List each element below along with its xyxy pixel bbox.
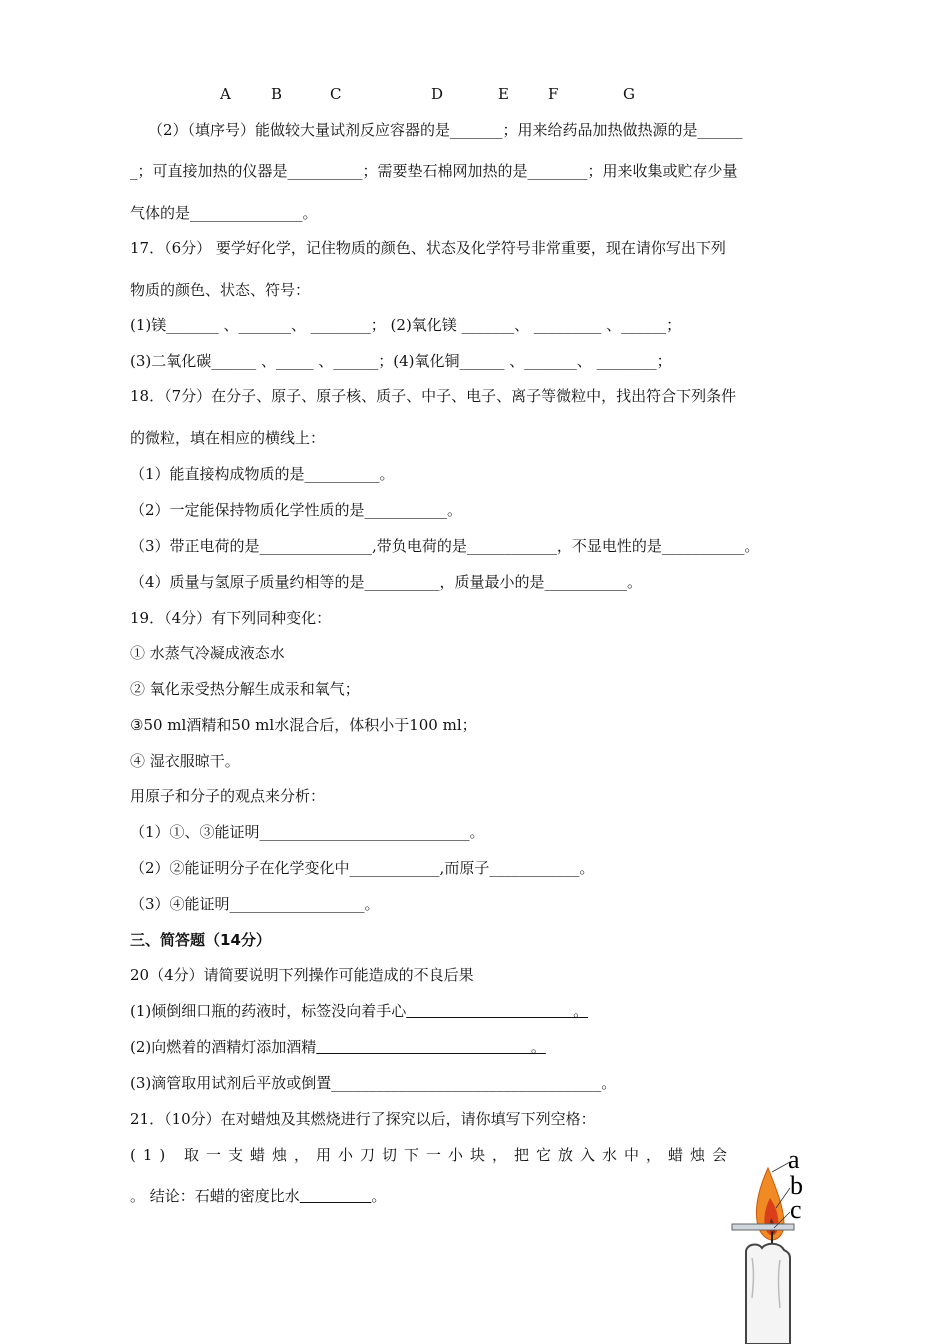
- flame-label-a: a: [788, 1148, 800, 1174]
- flame-label-c: c: [790, 1195, 802, 1224]
- q20-item3-blank: ____________________________________。: [331, 1074, 617, 1092]
- q19-change4: ④ 湿衣服晾干。: [130, 752, 240, 770]
- option-letter-a: A: [220, 85, 231, 103]
- option-letter-b: B: [271, 85, 283, 103]
- q17-line2: (3)二氧化碳______ 、_____ 、______；(4)氧化铜______ 、_______、 ________；: [130, 352, 672, 370]
- q16-part2-line2: _；可直接加热的仪器是__________；需要垫石棉网加热的是________；用来收集或贮存少量: [130, 162, 738, 180]
- q18-item1: （1）能直接构成物质的是__________。: [130, 465, 395, 483]
- q19-answer2: （2）②能证明分子在化学变化中____________,而原子____________。: [130, 859, 595, 877]
- glass-plate: [732, 1224, 794, 1230]
- q21-statement2: [130, 1186, 386, 1206]
- q18-intro-line1: 18．（7分）在分子、原子、原子核、质子、中子、电子、离子等微粒中，找出符合下列条件: [130, 387, 737, 405]
- q20-item1-text: (1)倾倒细口瓶的药液时，标签没向着手心: [130, 1002, 407, 1020]
- q20-item2-text: (2)向燃着的酒精灯添加酒精: [130, 1038, 317, 1056]
- q21-conclusion-blank: [300, 1187, 372, 1205]
- q19-answer1: （1）①、③能证明____________________________。: [130, 823, 485, 841]
- q19-change3: ③50 ml酒精和50 ml水混合后，体积小于100 ml；: [130, 716, 477, 734]
- q19-intro: 19．（4分）有下列同种变化：: [130, 609, 332, 627]
- q18-item3: （3）带正电荷的是_______________,带负电荷的是____________，不显电性的是___________。: [130, 537, 760, 555]
- q20-item3: [130, 1073, 616, 1093]
- q19-analysis: 用原子和分子的观点来分析：: [130, 787, 326, 805]
- q18-item2: （2）一定能保持物质化学性质的是___________。: [130, 501, 463, 519]
- q18-item4: （4）质量与氢原子质量约相等的是__________，质量最小的是___________。: [130, 573, 643, 591]
- option-letter-c: C: [330, 85, 342, 103]
- q20-item3-text: (3)滴管取用试剂后平放或倒置: [130, 1074, 332, 1092]
- q20-item2: [130, 1037, 546, 1057]
- q19-change1: ① 水蒸气冷凝成液态水: [130, 644, 285, 662]
- option-letter-f: F: [548, 85, 559, 103]
- q20-intro: 20（4分）请简要说明下列操作可能造成的不良后果: [130, 966, 474, 984]
- q17-intro-line2: 物质的颜色、状态、符号：: [130, 281, 311, 299]
- section-3-title: 三、简答题（14分）: [130, 931, 271, 949]
- q21-intro: 21．（10分）在对蜡烛及其燃烧进行了探究以后，请你填写下列空格：: [130, 1110, 596, 1128]
- q21-conclusion-text: 。 结论：石蜡的密度比水: [130, 1187, 300, 1205]
- q16-part2-line3: 气体的是_______________。: [130, 204, 318, 222]
- q19-change2: ② 氧化汞受热分解生成汞和氧气；: [130, 680, 360, 698]
- candle-flame-figure: [728, 1148, 828, 1344]
- q21-statement1: (1) 取一支蜡烛，用小刀切下一小块，把它放入水中，蜡烛会: [130, 1146, 735, 1164]
- flame-label-b: b: [790, 1171, 803, 1200]
- q16-part2-line1: （2）（填序号）能做较大量试剂反应容器的是_______；用来给药品加热做热源的是______: [148, 121, 743, 139]
- q21-conclusion-end: 。: [371, 1187, 387, 1205]
- option-letter-e: E: [498, 85, 509, 103]
- q20-item1: [130, 1001, 588, 1021]
- q17-line1: (1)镁_______ 、_______、 ________； (2)氧化镁 _______、 _________ 、______；: [130, 316, 682, 334]
- option-letter-g: G: [623, 85, 635, 103]
- q17-intro-line1: 17．（6分） 要学好化学，记住物质的颜色、状态及化学符号非常重要，现在请你写出下列: [130, 239, 726, 257]
- option-letter-d: D: [431, 85, 444, 103]
- q18-intro-line2: 的微粒，填在相应的横线上：: [130, 429, 326, 447]
- q20-item2-blank: 。: [316, 1038, 546, 1056]
- q19-answer3: （3）④能证明__________________。: [130, 895, 380, 913]
- q20-item1-blank: 。: [406, 1002, 589, 1020]
